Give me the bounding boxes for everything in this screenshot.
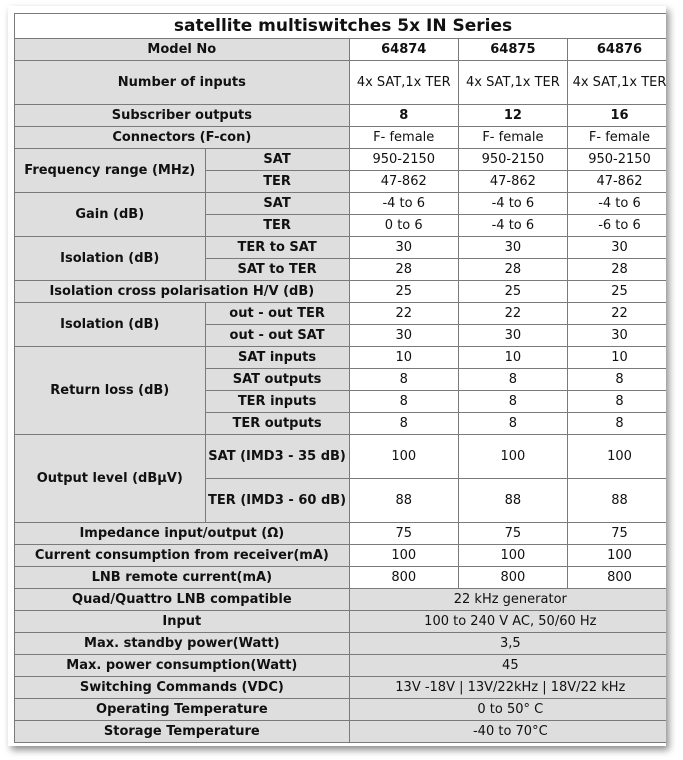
cell: 8 xyxy=(349,369,458,391)
row-label: Subscriber outputs xyxy=(15,105,350,127)
row-label: Quad/Quattro LNB compatible xyxy=(15,589,350,611)
row-label: Connectors (F-con) xyxy=(15,127,350,149)
cell: 28 xyxy=(458,259,567,281)
cell: 30 xyxy=(458,325,567,347)
sub-label: SAT outputs xyxy=(205,369,349,391)
merged-cell: 45 xyxy=(349,655,666,677)
row-label: Current consumption from receiver(mA) xyxy=(15,545,350,567)
cell: 22 xyxy=(349,303,458,325)
row-label: Number of inputs xyxy=(15,61,350,105)
cell: 47-862 xyxy=(567,171,666,193)
cell: 28 xyxy=(567,259,666,281)
spec-table xyxy=(14,13,666,743)
merged-cell: 13V -18V | 13V/22kHz | 18V/22 kHz xyxy=(349,677,666,699)
sub-label: TER xyxy=(205,171,349,193)
cell: 16 xyxy=(567,105,666,127)
cell: 8 xyxy=(349,413,458,435)
cell: 10 xyxy=(458,347,567,369)
cell: 8 xyxy=(349,391,458,413)
cell: 75 xyxy=(349,523,458,545)
sub-label: TER (IMD3 - 60 dB) xyxy=(205,479,349,523)
cell: 25 xyxy=(567,281,666,303)
cell: -4 to 6 xyxy=(458,193,567,215)
row-label: Impedance input/output (Ω) xyxy=(15,523,350,545)
merged-cell: 100 to 240 V AC, 50/60 Hz xyxy=(349,611,666,633)
cell: 800 xyxy=(458,567,567,589)
cell: 30 xyxy=(349,237,458,259)
cell: 950-2150 xyxy=(458,149,567,171)
cell: 100 xyxy=(567,545,666,567)
cell: -4 to 6 xyxy=(349,193,458,215)
row-label: Gain (dB) xyxy=(15,193,206,237)
cell: 30 xyxy=(458,237,567,259)
cell: F- female xyxy=(458,127,567,149)
cell: 950-2150 xyxy=(567,149,666,171)
row-label: Storage Temperature xyxy=(15,721,350,743)
sub-label: TER to SAT xyxy=(205,237,349,259)
row-label: Max. power consumption(Watt) xyxy=(15,655,350,677)
sub-label: SAT xyxy=(205,149,349,171)
row-label: Operating Temperature xyxy=(15,699,350,721)
sub-label: SAT (IMD3 - 35 dB) xyxy=(205,435,349,479)
cell: F- female xyxy=(567,127,666,149)
cell: 4x SAT,1x TER xyxy=(567,61,666,105)
cell: F- female xyxy=(349,127,458,149)
model-64874: 64874 xyxy=(349,39,458,61)
cell: 88 xyxy=(567,479,666,523)
sub-label: SAT inputs xyxy=(205,347,349,369)
cell: -4 to 6 xyxy=(458,215,567,237)
cell: 30 xyxy=(567,237,666,259)
row-label: Max. standby power(Watt) xyxy=(15,633,350,655)
model-64876: 64876 xyxy=(567,39,666,61)
row-label: Output level (dBµV) xyxy=(15,435,206,523)
cell: 25 xyxy=(458,281,567,303)
cell: 8 xyxy=(567,369,666,391)
cell: 4x SAT,1x TER xyxy=(349,61,458,105)
cell: 10 xyxy=(349,347,458,369)
sub-label: out - out TER xyxy=(205,303,349,325)
cell: 22 xyxy=(567,303,666,325)
sub-label: SAT xyxy=(205,193,349,215)
row-label: Isolation cross polarisation H/V (dB) xyxy=(15,281,350,303)
table-title: satellite multiswitches 5x IN Series xyxy=(15,14,667,39)
sub-label: TER outputs xyxy=(205,413,349,435)
model-64875: 64875 xyxy=(458,39,567,61)
cell: 0 to 6 xyxy=(349,215,458,237)
row-label: Return loss (dB) xyxy=(15,347,206,435)
cell: -4 to 6 xyxy=(567,193,666,215)
cell: 47-862 xyxy=(349,171,458,193)
sub-label: TER inputs xyxy=(205,391,349,413)
cell: 47-862 xyxy=(458,171,567,193)
cell: 25 xyxy=(349,281,458,303)
cell: 100 xyxy=(349,545,458,567)
row-label: Frequency range (MHz) xyxy=(15,149,206,193)
cell: 8 xyxy=(567,413,666,435)
cell: 28 xyxy=(349,259,458,281)
cell: 100 xyxy=(458,545,567,567)
cell: 30 xyxy=(349,325,458,347)
cell: 88 xyxy=(458,479,567,523)
cell: 100 xyxy=(458,435,567,479)
merged-cell: 3,5 xyxy=(349,633,666,655)
cell: 4x SAT,1x TER xyxy=(458,61,567,105)
cell: 88 xyxy=(349,479,458,523)
cell: 12 xyxy=(458,105,567,127)
cell: 75 xyxy=(458,523,567,545)
cell: 800 xyxy=(567,567,666,589)
cell: 800 xyxy=(349,567,458,589)
cell: 100 xyxy=(349,435,458,479)
row-label: Input xyxy=(15,611,350,633)
cell: 950-2150 xyxy=(349,149,458,171)
merged-cell: 22 kHz generator xyxy=(349,589,666,611)
sub-label: TER xyxy=(205,215,349,237)
cell: 22 xyxy=(458,303,567,325)
row-label: Switching Commands (VDC) xyxy=(15,677,350,699)
cell: 75 xyxy=(567,523,666,545)
cell: 8 xyxy=(458,391,567,413)
merged-cell: 0 to 50° C xyxy=(349,699,666,721)
row-label: LNB remote current(mA) xyxy=(15,567,350,589)
cell: -6 to 6 xyxy=(567,215,666,237)
sub-label: SAT to TER xyxy=(205,259,349,281)
cell: 8 xyxy=(567,391,666,413)
model-no-label: Model No xyxy=(15,39,350,61)
cell: 8 xyxy=(458,413,567,435)
cell: 8 xyxy=(349,105,458,127)
sub-label: out - out SAT xyxy=(205,325,349,347)
row-label: Isolation (dB) xyxy=(15,237,206,281)
cell: 8 xyxy=(458,369,567,391)
cell: 30 xyxy=(567,325,666,347)
row-label: Isolation (dB) xyxy=(15,303,206,347)
cell: 10 xyxy=(567,347,666,369)
spec-sheet-frame xyxy=(8,6,666,746)
cell: 100 xyxy=(567,435,666,479)
merged-cell: -40 to 70°C xyxy=(349,721,666,743)
